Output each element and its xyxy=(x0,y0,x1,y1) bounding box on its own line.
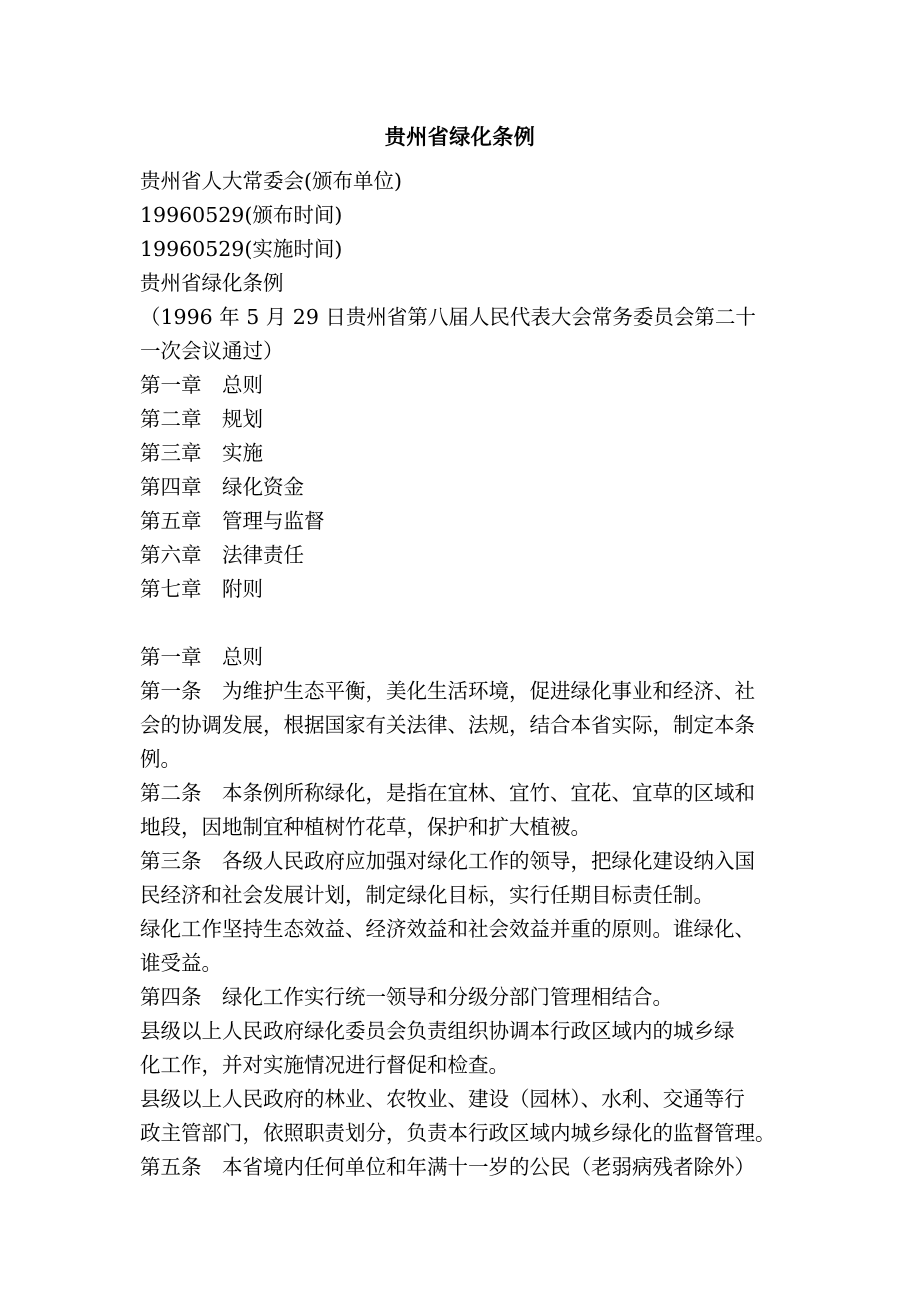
adoption-note-line-2: 一次会议通过） xyxy=(140,339,284,363)
toc-item-chapter-1: 第一章 总则 xyxy=(140,373,263,397)
chapter-1-heading: 第一章 总则 xyxy=(140,645,263,669)
subtitle-line: 贵州省绿化条例 xyxy=(140,271,284,295)
article-2-line-2: 地段，因地制宜种植树竹花草，保护和扩大植被。 xyxy=(140,815,591,839)
toc-item-chapter-6: 第六章 法律责任 xyxy=(140,543,304,567)
toc-item-chapter-5: 第五章 管理与监督 xyxy=(140,509,325,533)
toc-item-chapter-7: 第七章 附则 xyxy=(140,577,263,601)
article-2-line-1: 第二条 本条例所称绿化，是指在宜林、宜竹、宜花、宜草的区域和 xyxy=(140,781,755,805)
article-3-line-3: 绿化工作坚持生态效益、经济效益和社会效益并重的原则。谁绿化、 xyxy=(140,917,755,941)
article-4-line-5: 政主管部门，依照职责划分，负责本行政区域内城乡绿化的监督管理。 xyxy=(140,1121,776,1145)
article-1-line-3: 例。 xyxy=(140,747,181,771)
toc-item-chapter-2: 第二章 规划 xyxy=(140,407,263,431)
article-1-line-2: 会的协调发展，根据国家有关法律、法规，结合本省实际，制定本条 xyxy=(140,713,755,737)
document-title: 贵州省绿化条例 xyxy=(384,124,536,149)
article-3-line-1: 第三条 各级人民政府应加强对绿化工作的领导，把绿化建设纳入国 xyxy=(140,849,755,873)
adoption-note-line-1: （1996 年 5 月 29 日贵州省第八届人民代表大会常务委员会第二十 xyxy=(140,305,756,329)
toc-item-chapter-4: 第四章 绿化资金 xyxy=(140,475,304,499)
issue-date-line: 19960529(颁布时间) xyxy=(140,203,343,227)
article-3-line-4: 谁受益。 xyxy=(140,951,222,975)
article-5-line-1: 第五条 本省境内任何单位和年满十一岁的公民（老弱病残者除外） xyxy=(140,1155,755,1179)
article-1-line-1: 第一条 为维护生态平衡，美化生活环境，促进绿化事业和经济、社 xyxy=(140,679,755,703)
toc-item-chapter-3: 第三章 实施 xyxy=(140,441,263,465)
article-4-line-1: 第四条 绿化工作实行统一领导和分级分部门管理相结合。 xyxy=(140,985,673,1009)
article-4-line-4: 县级以上人民政府的林业、农牧业、建设（园林）、水利、交通等行 xyxy=(140,1087,745,1111)
blank-spacer xyxy=(140,606,790,640)
document-body xyxy=(140,164,790,1184)
issuer-line: 贵州省人大常委会(颁布单位) xyxy=(140,169,402,193)
article-3-line-2: 民经济和社会发展计划，制定绿化目标，实行任期目标责任制。 xyxy=(140,883,714,907)
article-4-line-2: 县级以上人民政府绿化委员会负责组织协调本行政区域内的城乡绿 xyxy=(140,1019,735,1043)
effective-date-line: 19960529(实施时间) xyxy=(140,237,343,261)
article-4-line-3: 化工作，并对实施情况进行督促和检查。 xyxy=(140,1053,509,1077)
